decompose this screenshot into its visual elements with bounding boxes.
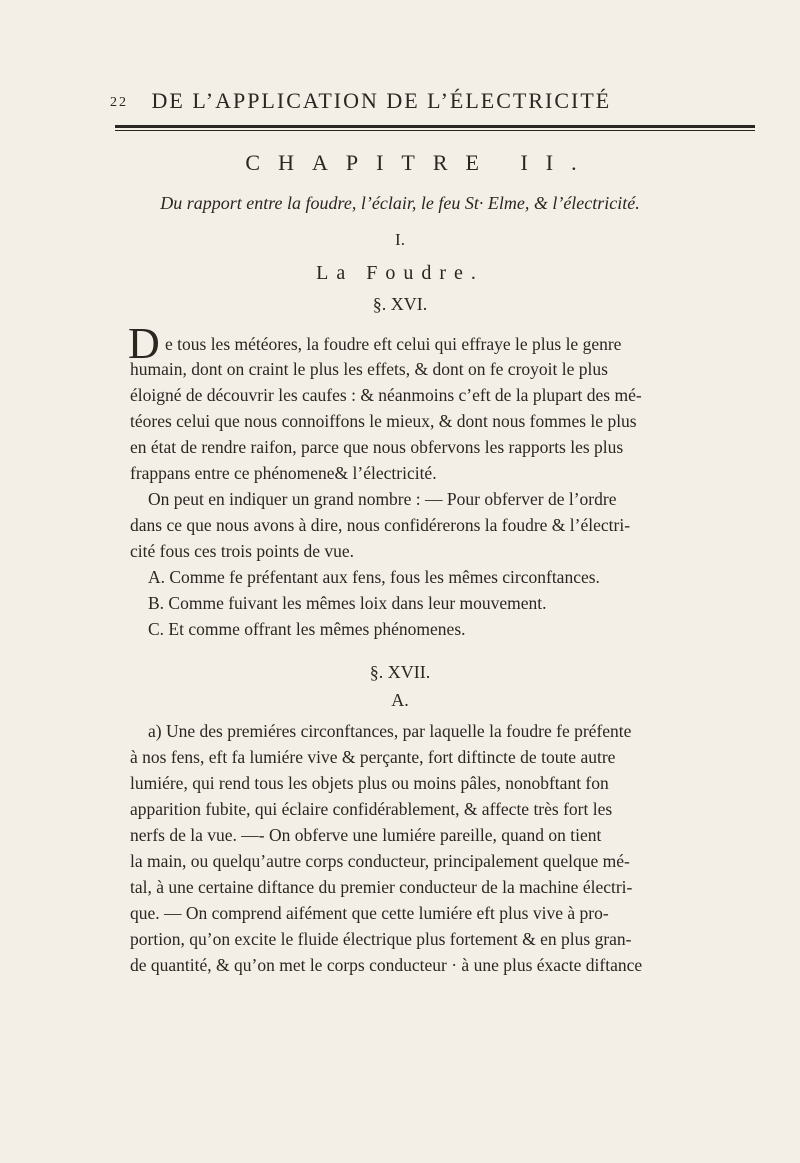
section-letter: A. xyxy=(391,690,409,710)
text-line: à nos fens, eft fa lumiére vive & perçante, fort diftincte de toute autre xyxy=(130,747,616,767)
text-line: nerfs de la vue. —- On obferve une lumiére pareille, quand on tient xyxy=(130,825,602,845)
text-line: téores celui que nous connoiffons le mieux, & dont nous fommes le plus xyxy=(130,411,637,431)
section-mark-xvi: §. XVI. xyxy=(372,294,428,314)
part-number: I. xyxy=(395,230,405,249)
text-line: éloigné de découvrir les caufes : & néanmoins c’eft de la plupart des mé- xyxy=(130,385,642,405)
text-line: lumiére, qui rend tous les objets plus ou moins pâles, nonobftant fon xyxy=(130,773,609,793)
text-line: apparition fubite, qui éclaire confidérablement, & affecte très fort les xyxy=(130,799,613,819)
text-line: frappans entre ce phénomene& l’électricité. xyxy=(130,463,437,483)
text-line: a) Une des premiéres circonftances, par laquelle la foudre fe préfente xyxy=(148,721,632,741)
text-line: cité fous ces trois points de vue. xyxy=(130,541,355,561)
text-line: e tous les météores, la foudre eft celui qui effraye le plus le genre xyxy=(165,334,622,354)
running-title: DE L’APPLICATION DE L’ÉLECTRICITÉ xyxy=(151,88,612,113)
text-line: portion, qu’on excite le fluide électrique plus fortement & en plus gran- xyxy=(130,929,632,949)
text-line: C. Et comme offrant les mêmes phénomenes. xyxy=(148,619,466,639)
text-line: dans ce que nous avons à dire, nous confidérerons la foudre & l’électri- xyxy=(130,515,631,535)
text-line: que. — On comprend aifément que cette lumiére eft plus vive à pro- xyxy=(130,903,609,923)
text-line: en état de rendre raifon, parce que nous obfervons les rapports les plus xyxy=(130,437,624,457)
text-line: tal, à une certaine diftance du premier conducteur de la machine électri- xyxy=(130,877,633,897)
text-line: humain, dont on craint le plus les effets, & dont on fe croyoit le plus xyxy=(130,359,608,379)
header-rule xyxy=(115,125,755,128)
text-line: de quantité, & qu’on met le corps conducteur · à une plus éxacte diftance xyxy=(130,955,643,975)
page-number: 22 xyxy=(110,94,128,110)
text-line: B. Comme fuivant les mêmes loix dans leur mouvement. xyxy=(148,593,547,613)
section-mark-xvii: §. XVII. xyxy=(369,662,431,682)
chapter-heading: CHAPITRE II. xyxy=(245,150,595,175)
part-title: La Foudre. xyxy=(316,262,484,284)
drop-cap: D xyxy=(128,319,160,368)
text-line: la main, ou quelqu’autre corps conducteur, principalement quelque mé- xyxy=(130,851,630,871)
text-line: On peut en indiquer un grand nombre : — Pour obferver de l’ordre xyxy=(148,489,617,509)
chapter-subtitle: Du rapport entre la foudre, l’éclair, le feu St· Elme, & l’électricité. xyxy=(160,193,640,213)
text-line: A. Comme fe préfentant aux fens, fous les mêmes circonftances. xyxy=(148,567,600,587)
running-head xyxy=(110,88,750,114)
header-rule-thin xyxy=(115,130,755,131)
